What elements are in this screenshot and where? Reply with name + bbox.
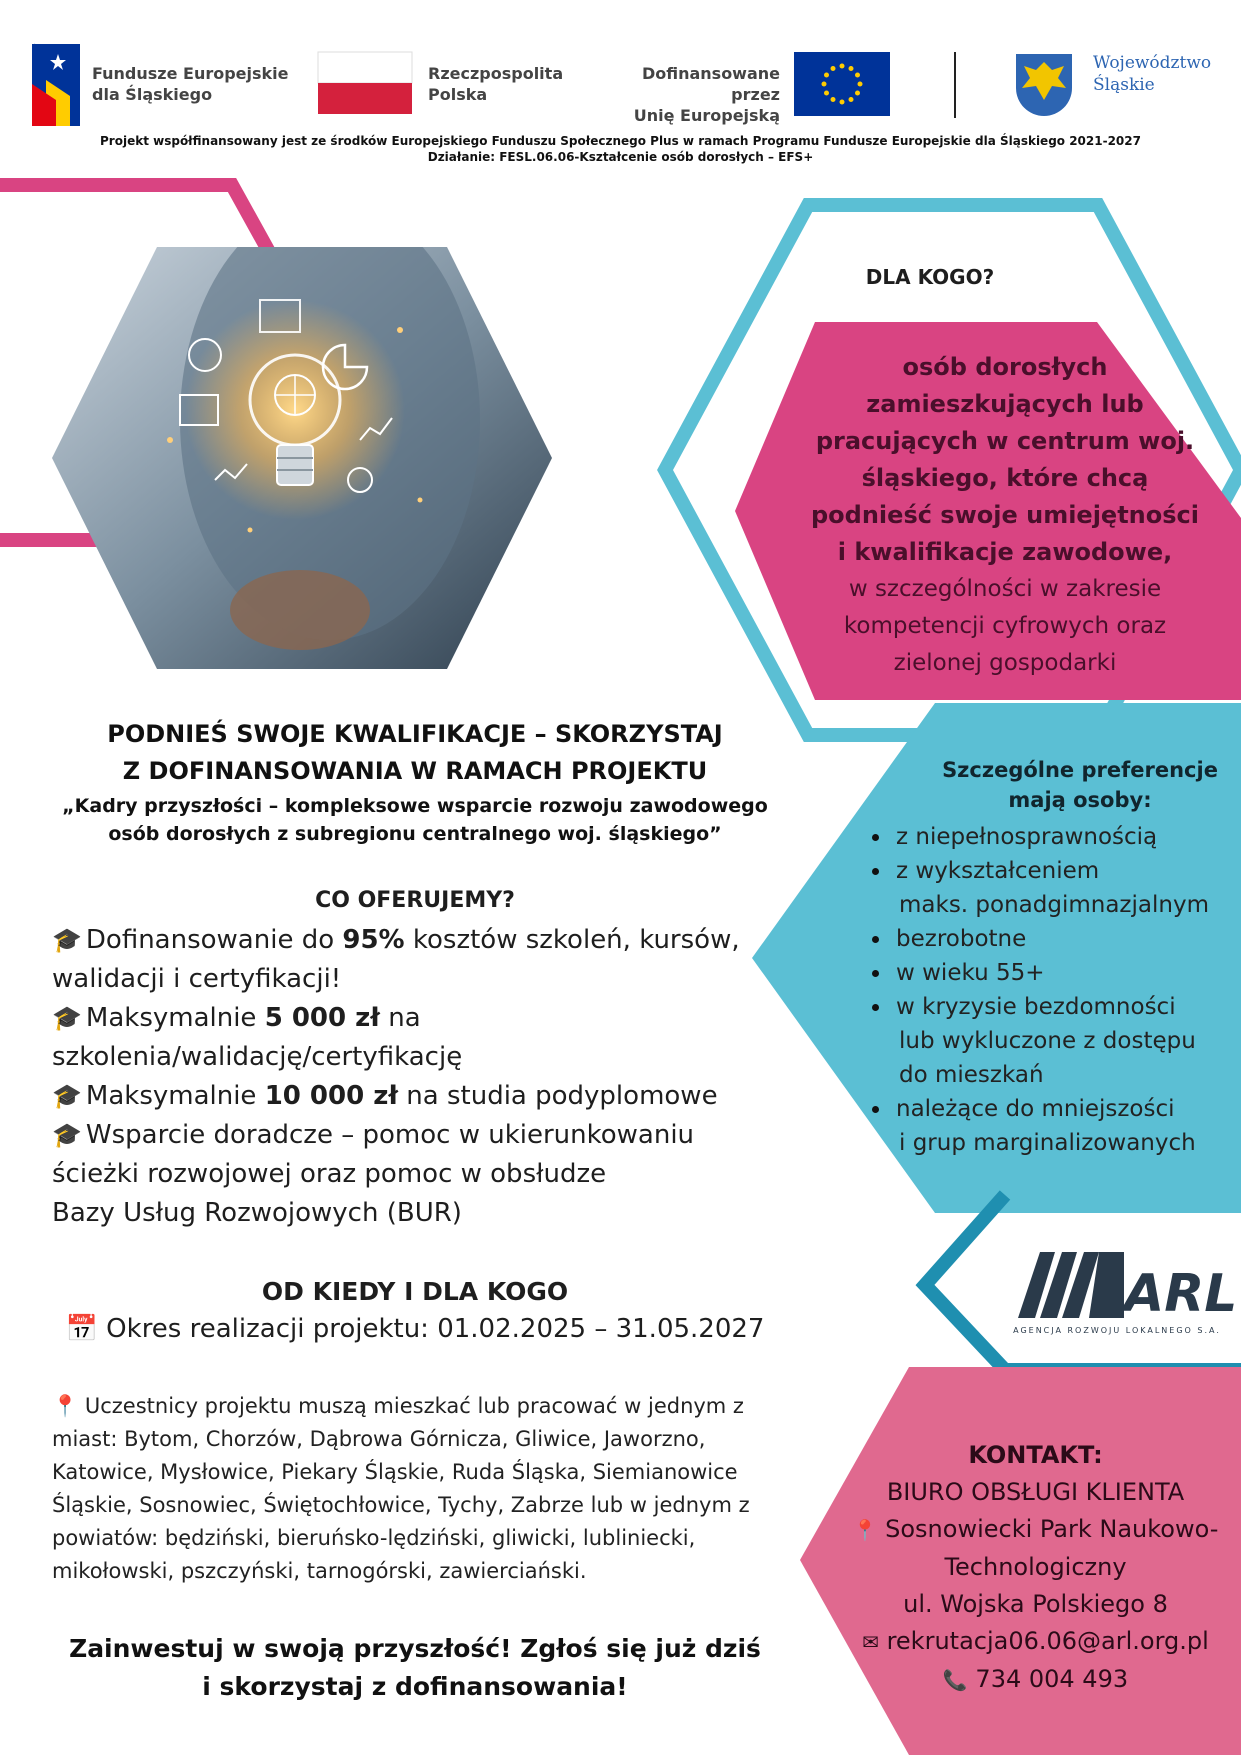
offer-item [52,921,782,960]
rp-logo-line1: Rzeczpospolita [428,64,564,83]
contact-office: BIURO OBSŁUGI KLIENTA [886,1478,1185,1506]
preference-item [864,956,1234,990]
offer-text: Maksymalnie [85,1003,265,1033]
preference-item [864,820,1234,854]
preference-line: w wieku 55+ [896,960,1045,986]
contact-email[interactable] [830,1623,1241,1661]
contact-email-text[interactable]: rekrutacja06.06@arl.org.pl [886,1627,1209,1655]
headline-line1: PODNIEŚ SWOJE KWALIFIKACJE – SKORZYSTAJ [107,720,723,748]
eu-logo-line2: Unię Europejską [633,106,780,125]
preferences-heading-line1: Szczególne preferencje [942,758,1218,782]
offer-item-continued: szkolenia/walidację/certyfikację [52,1042,463,1072]
preference-line: lub wykluczone z dostępu [899,1028,1196,1054]
eligible-cities-line: mikołowski, pszczyński, tarnogórski, zawierciański. [52,1559,587,1583]
offer-item-continued: ścieżki rozwojowej oraz pomoc w obsłudze [52,1159,607,1189]
eligible-cities-line [52,1390,792,1423]
rp-logo-text [428,63,563,105]
graduation-cap-icon: 🎓 [52,1004,82,1032]
offer-text: Dofinansowanie do [85,925,343,955]
offer-highlight: 95% [342,925,405,955]
contact-heading: KONTAKT: [968,1441,1103,1469]
preference-line: do mieszkań [899,1062,1044,1088]
offer-item-continued: Bazy Usług Rozwojowych (BUR) [52,1198,462,1228]
arl-logo-subtitle: AGENCJA ROZWOJU LOKALNEGO S.A. [1013,1326,1221,1335]
preference-line: z niepełnosprawnością [896,824,1158,850]
target-bold-line: śląskiego, które chcą [861,464,1149,492]
funding-line1: Projekt współfinansowany jest ze środków Europejskiego Funduszu Społecznego Plus w ramach Programu Fundusze Europejskie dla Śląskiego 2021-2027 [100,134,1141,148]
preference-line: należące do mniejszości [896,1096,1175,1122]
call-to-action [40,1630,790,1706]
headline-line2: Z DOFINANSOWANIA W RAMACH PROJEKTU [122,757,708,785]
preferences-heading-line2: mają osoby: [1008,788,1152,812]
preferences-heading [930,755,1230,815]
lightbulb-photo [52,200,552,669]
project-name [40,792,790,848]
eu-flag [794,52,890,116]
cta-line2: i skorzystaj z dofinansowania! [202,1672,628,1701]
offer-text: Wsparcie doradcze – pomoc w ukierunkowaniu [85,1120,695,1150]
target-heading: DLA KOGO? [865,265,995,289]
contact-place-line1: Sosnowiecki Park Naukowo- [885,1515,1219,1543]
target-bold-line: i kwalifikacje zawodowe, [837,538,1173,566]
eu-logo-line1: Dofinansowane przez [641,64,780,104]
arl-logo-text: ARL [1124,1264,1238,1324]
phone-icon: 📞 [942,1668,968,1692]
preference-line: z wykształceniem [896,858,1100,884]
project-period-text: Okres realizacji projektu: 01.02.2025 – 31.05.2027 [106,1314,765,1344]
graduation-cap-icon: 🎓 [52,1082,82,1110]
project-period [40,1314,790,1344]
ws-logo-text [1093,52,1211,96]
target-bold-line: podnieść swoje umiejętności [811,501,1199,529]
ws-logo-line1: Województwo [1093,53,1212,73]
offer-item-continued: walidacji i certyfikacji! [52,964,342,994]
eligible-cities-line: powiatów: będziński, bieruńsko-lędziński, gliwicki, lubliniecki, [52,1526,696,1550]
slaskie-crest [1016,54,1072,116]
contact-phone-text[interactable]: 734 004 493 [975,1665,1129,1693]
preference-item [864,922,1234,956]
pin-icon: 📍 [852,1518,878,1542]
pin-icon: 📍 [52,1394,79,1418]
eligible-cities-text: Uczestnicy projektu muszą mieszkać lub pracować w jednym z [84,1394,744,1418]
main-headline [40,716,790,790]
target-bold-line: zamieszkujących lub [866,390,1144,418]
fe-logo [32,44,80,126]
offer-highlight: 5 000 zł [264,1003,380,1033]
contact-phone[interactable] [830,1661,1241,1699]
offer-text: na studia podyplomowe [398,1081,718,1111]
rp-logo-line2: Polska [428,85,488,104]
funding-statement [40,133,1201,165]
fe-logo-line2: dla Śląskiego [92,85,213,104]
offer-heading: CO OFERUJEMY? [315,888,515,913]
eligible-cities-line: Katowice, Mysłowice, Piekary Śląskie, Ruda Śląska, Siemianowice [52,1460,738,1484]
offer-list [52,921,782,1233]
target-normal-line: zielonej gospodarki [893,650,1117,676]
arl-logo-mark [1018,1252,1124,1318]
preference-line: maks. ponadgimnazjalnym [899,892,1209,918]
funding-line2: Działanie: FESL.06.06-Kształcenie osób dorosłych – EFS+ [427,150,814,164]
offer-item [52,999,782,1038]
preference-line: bezrobotne [896,926,1027,952]
project-name-line2: osób dorosłych z subregionu centralnego woj. śląskiego” [108,823,722,845]
eligible-cities [52,1390,792,1588]
eligible-cities-line: miast: Bytom, Chorzów, Dąbrowa Górnicza, Gliwice, Jaworzno, [52,1427,706,1451]
contact-place-line2: Technologiczny [944,1553,1127,1581]
eligible-cities-line: Śląskie, Sosnowiec, Świętochłowice, Tychy, Zabrze lub w jednym z [52,1493,750,1517]
offer-item [52,1077,782,1116]
fe-logo-text [92,63,289,105]
offer-text: na [379,1003,421,1033]
preference-item [864,854,1234,922]
preference-line: w kryzysie bezdomności [896,994,1176,1020]
target-description [780,349,1230,682]
offer-item [52,1116,782,1155]
preference-line: i grup marginalizowanych [899,1130,1196,1156]
fe-logo-line1: Fundusze Europejskie [92,64,289,83]
cta-line1: Zainwestuj w swoją przyszłość! Zgłoś się już dziś [69,1634,761,1663]
graduation-cap-icon: 🎓 [52,1121,82,1149]
preference-item [864,1092,1234,1160]
target-bold-line: pracujących w centrum woj. [815,427,1195,455]
envelope-icon: ✉ [862,1630,879,1654]
offer-text: Maksymalnie [85,1081,265,1111]
preference-item [864,990,1234,1092]
contact-street: ul. Wojska Polskiego 8 [903,1590,1168,1618]
contact-place [830,1511,1241,1549]
contact-block [830,1437,1241,1699]
when-heading: OD KIEDY I DLA KOGO [261,1277,569,1306]
preferences-list [864,820,1234,1160]
project-name-line1: „Kadry przyszłości – kompleksowe wsparcie rozwoju zawodowego [62,795,768,817]
target-normal-line: w szczególności w zakresie [848,576,1162,602]
target-normal-line: kompetencji cyfrowych oraz [843,613,1167,639]
calendar-icon: 📅 [65,1314,98,1344]
offer-highlight: 10 000 zł [264,1081,399,1111]
offer-text: kosztów szkoleń, kursów, [404,925,740,955]
eu-logo-text [590,63,780,126]
graduation-cap-icon: 🎓 [52,926,82,954]
ws-logo-line2: Śląskie [1093,75,1155,95]
pl-flag [318,52,412,114]
target-bold-line: osób dorosłych [902,353,1108,381]
